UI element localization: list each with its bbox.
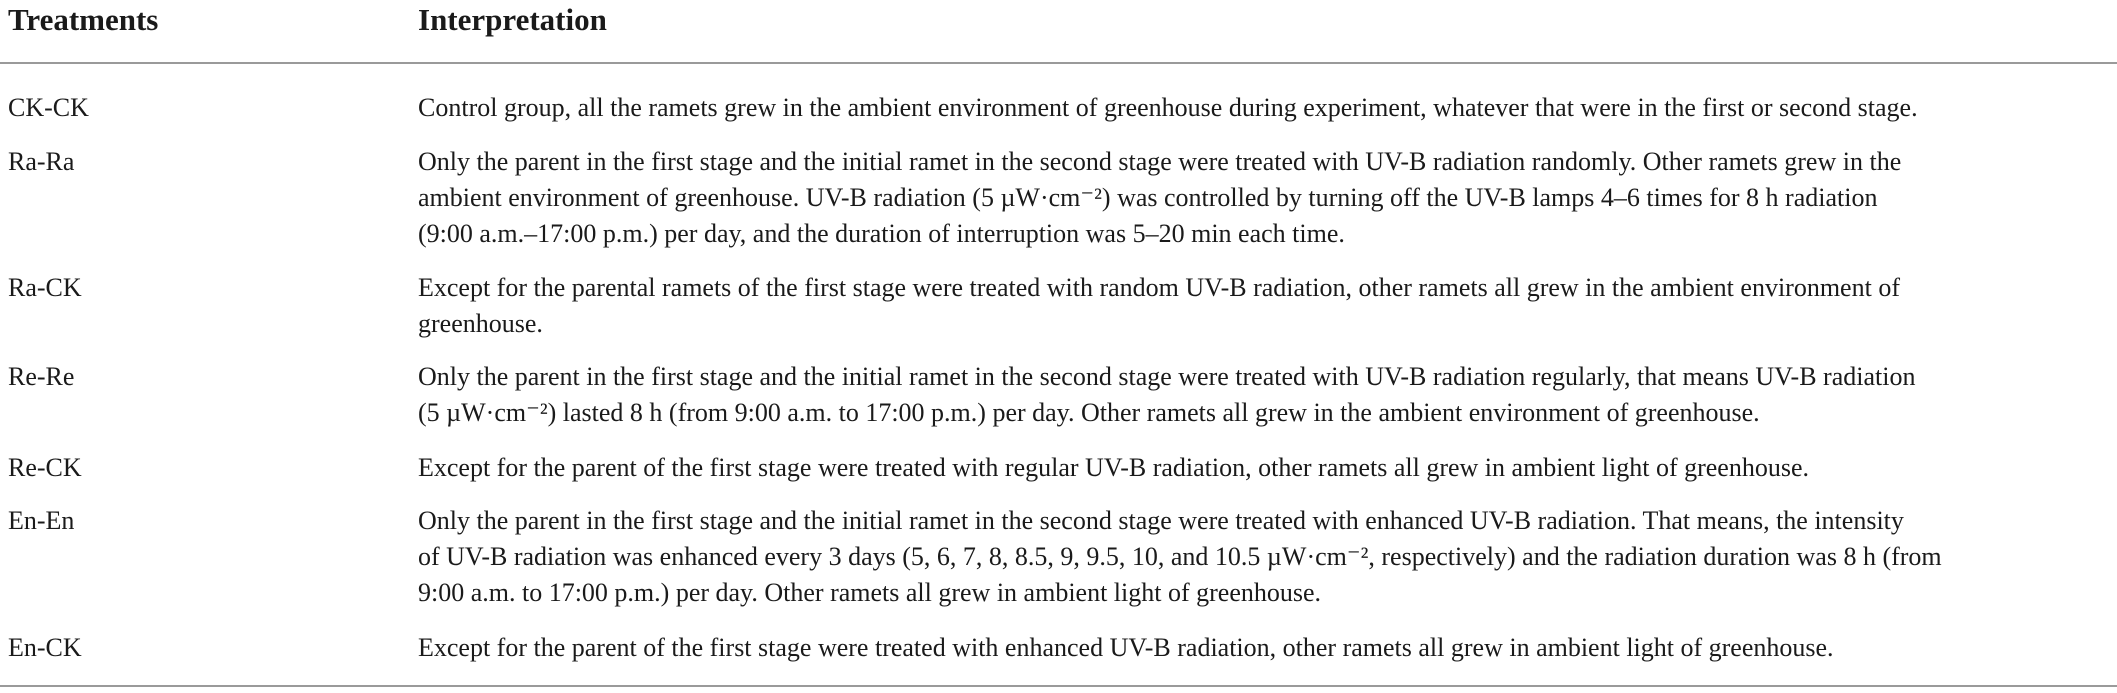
treatment-cell: En-En <box>8 506 75 535</box>
interpretation-cell <box>418 450 2108 486</box>
treatment-cell: Ra-CK <box>8 273 82 302</box>
interpretation-cell <box>418 90 2108 126</box>
header-rule <box>0 62 2117 64</box>
interpretation-line: (9:00 a.m.–17:00 p.m.) per day, and the duration of interruption was 5–20 min each time. <box>418 219 1345 248</box>
interpretation-cell <box>418 270 2108 342</box>
interpretation-cell <box>418 503 2108 611</box>
interpretation-line: Only the parent in the first stage and the initial ramet in the second stage were treated with enhanced UV-B radiation. That means, the intensity <box>418 506 1904 535</box>
interpretation-line: (5 µW·cm⁻²) lasted 8 h (from 9:00 a.m. to 17:00 p.m.) per day. Other ramets all grew in the ambient environment of greenhouse. <box>418 398 1760 427</box>
column-header-treatments: Treatments <box>8 2 159 37</box>
interpretation-line: Except for the parental ramets of the first stage were treated with random UV-B radiation, other ramets all grew in the ambient environment of <box>418 273 1900 302</box>
table-header-row <box>0 0 2117 62</box>
treatment-cell: En-CK <box>8 633 82 662</box>
treatment-cell: Re-CK <box>8 453 82 482</box>
interpretation-line: Except for the parent of the first stage were treated with regular UV-B radiation, other ramets all grew in ambient light of greenhouse. <box>418 453 1809 482</box>
interpretation-line: 9:00 a.m. to 17:00 p.m.) per day. Other ramets all grew in ambient light of greenhouse. <box>418 578 1322 607</box>
interpretation-line: Except for the parent of the first stage were treated with enhanced UV-B radiation, other ramets all grew in ambient light of greenhouse. <box>418 633 1834 662</box>
interpretation-line: Only the parent in the first stage and the initial ramet in the second stage were treated with UV-B radiation regularly, that means UV-B radiation <box>418 362 1916 391</box>
treatment-cell: Re-Re <box>8 362 75 391</box>
interpretation-cell <box>418 359 2108 431</box>
interpretation-cell <box>418 630 2108 666</box>
interpretation-line: greenhouse. <box>418 309 543 338</box>
treatment-cell: CK-CK <box>8 93 89 122</box>
interpretation-line: Only the parent in the first stage and the initial ramet in the second stage were treated with UV-B radiation randomly. Other ramets grew in the <box>418 147 1902 176</box>
column-header-interpretation: Interpretation <box>418 2 607 37</box>
interpretation-line: of UV-B radiation was enhanced every 3 days (5, 6, 7, 8, 8.5, 9, 9.5, 10, and 10.5 µW·cm⁻², respectively) and the radiation duration was 8 h (from <box>418 542 1942 571</box>
interpretation-cell <box>418 144 2108 252</box>
treatment-cell: Ra-Ra <box>8 147 75 176</box>
bottom-rule <box>0 685 2117 687</box>
interpretation-line: ambient environment of greenhouse. UV-B radiation (5 µW·cm⁻²) was controlled by turning off the UV-B lamps 4–6 times for 8 h radiation <box>418 183 1878 212</box>
interpretation-line: Control group, all the ramets grew in the ambient environment of greenhouse during experiment, whatever that were in the first or second stage. <box>418 93 1918 122</box>
